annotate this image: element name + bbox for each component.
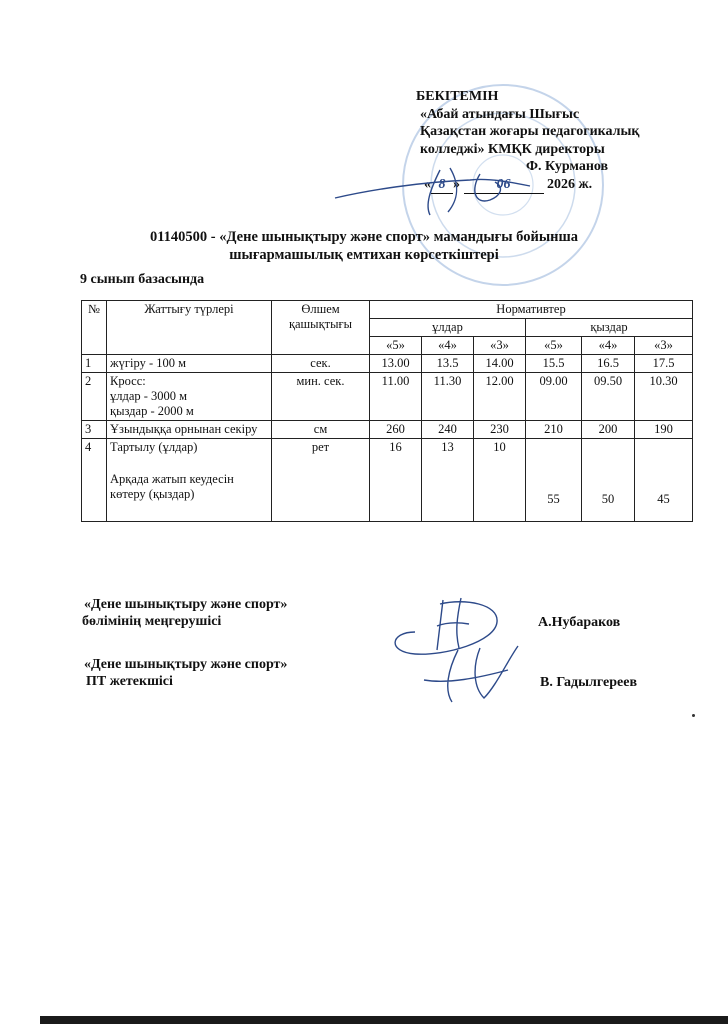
- head-of-department-title: [82, 596, 287, 630]
- title-line-2: шығармашылық емтихан көрсеткіштері: [229, 247, 499, 263]
- row-value: 260: [370, 421, 422, 439]
- approval-line-2: Қазақстан жоғары педагогикалық: [420, 124, 640, 139]
- scan-bottom-edge: [40, 1016, 728, 1024]
- norms-table: [81, 300, 693, 522]
- row-value: 09.50: [582, 373, 635, 421]
- header-num: №: [82, 301, 107, 355]
- director-signature-icon: [330, 160, 550, 220]
- exercise-line: Кросс:: [110, 374, 146, 388]
- signature-1-line-2: бөлімінің меңгерушісі: [82, 614, 222, 629]
- row-value: 15.5: [526, 355, 582, 373]
- header-exercise: Жаттығу түрлері: [107, 301, 272, 355]
- row-value: 55: [526, 439, 582, 522]
- header-norms: Нормативтер: [370, 301, 693, 319]
- exercise-line: қыздар - 2000 м: [110, 404, 194, 418]
- row-exercise: Ұзындыққа орнынан секіру: [107, 421, 272, 439]
- approval-heading: БЕКІТЕМІН: [416, 89, 499, 104]
- exercise-line: Арқада жатып кеудесін көтеру (қыздар): [110, 472, 234, 501]
- row-unit: мин. сек.: [272, 373, 370, 421]
- grade-header: «3»: [635, 337, 693, 355]
- grade-header: «5»: [526, 337, 582, 355]
- grade-header: «3»: [474, 337, 526, 355]
- row-value: 10.30: [635, 373, 693, 421]
- table-row: [82, 373, 693, 421]
- row-value: 190: [635, 421, 693, 439]
- table-row: [82, 421, 693, 439]
- grade-header: «4»: [582, 337, 635, 355]
- signature-2-line-2: ПТ жетекшісі: [86, 674, 173, 689]
- row-exercise: [107, 439, 272, 522]
- scan-speck: [692, 714, 695, 717]
- date-day: 8: [431, 176, 453, 195]
- row-value: 210: [526, 421, 582, 439]
- signature-2-line-1: «Дене шынықтыру және спорт»: [84, 657, 288, 672]
- row-unit: см: [272, 421, 370, 439]
- row-value: 11.30: [422, 373, 474, 421]
- row-value: 14.00: [474, 355, 526, 373]
- grade-header: «4»: [422, 337, 474, 355]
- document-title: [0, 228, 728, 264]
- header-unit: Өлшем қашықтығы: [272, 301, 370, 355]
- signature-1-name: А.Нубараков: [538, 615, 621, 630]
- row-value: 17.5: [635, 355, 693, 373]
- row-num: 1: [82, 355, 107, 373]
- row-value: 240: [422, 421, 474, 439]
- exercise-line: Тартылу (ұлдар): [110, 440, 198, 454]
- row-value: 13.5: [422, 355, 474, 373]
- row-num: 3: [82, 421, 107, 439]
- row-value: 50: [582, 439, 635, 522]
- row-value: 09.00: [526, 373, 582, 421]
- title-line-1: 01140500 - «Дене шынықтыру және спорт» мамандығы бойынша: [149, 229, 579, 245]
- header-girls: қыздар: [526, 319, 693, 337]
- date-close-quote: »: [453, 176, 460, 192]
- table-row: [82, 355, 693, 373]
- pt-lead-title: [82, 656, 287, 690]
- row-value: 10: [474, 439, 526, 522]
- row-num: 2: [82, 373, 107, 421]
- date-month: 06: [464, 176, 544, 195]
- pt-lead-signature-icon: [418, 640, 528, 708]
- table-row: [82, 439, 693, 522]
- row-value: 230: [474, 421, 526, 439]
- row-value: 45: [635, 439, 693, 522]
- grade-header: «5»: [370, 337, 422, 355]
- date-year: 2026 ж.: [547, 176, 593, 192]
- row-unit: сек.: [272, 355, 370, 373]
- row-unit: рет: [272, 439, 370, 522]
- row-value: 13: [422, 439, 474, 522]
- row-value: 200: [582, 421, 635, 439]
- row-value: 13.00: [370, 355, 422, 373]
- approval-signer: Ф. Курманов: [526, 159, 609, 174]
- row-num: 4: [82, 439, 107, 522]
- row-value: 12.00: [474, 373, 526, 421]
- approval-line-1: «Абай атындағы Шығыс: [420, 106, 580, 122]
- base-label: 9 сынып базасында: [80, 272, 205, 287]
- date-open-quote: «: [424, 176, 431, 192]
- row-value: 11.00: [370, 373, 422, 421]
- header-boys: ұлдар: [370, 319, 526, 337]
- approval-line-3: колледжі» КМҚК директоры: [420, 141, 605, 157]
- row-value: 16.5: [582, 355, 635, 373]
- row-exercise: жүгіру - 100 м: [107, 355, 272, 373]
- row-exercise: [107, 373, 272, 421]
- signature-1-line-1: «Дене шынықтыру және спорт»: [84, 597, 288, 612]
- row-value: 16: [370, 439, 422, 522]
- exercise-line: ұлдар - 3000 м: [110, 389, 188, 403]
- signature-2-name: В. Гадылгереев: [540, 675, 638, 690]
